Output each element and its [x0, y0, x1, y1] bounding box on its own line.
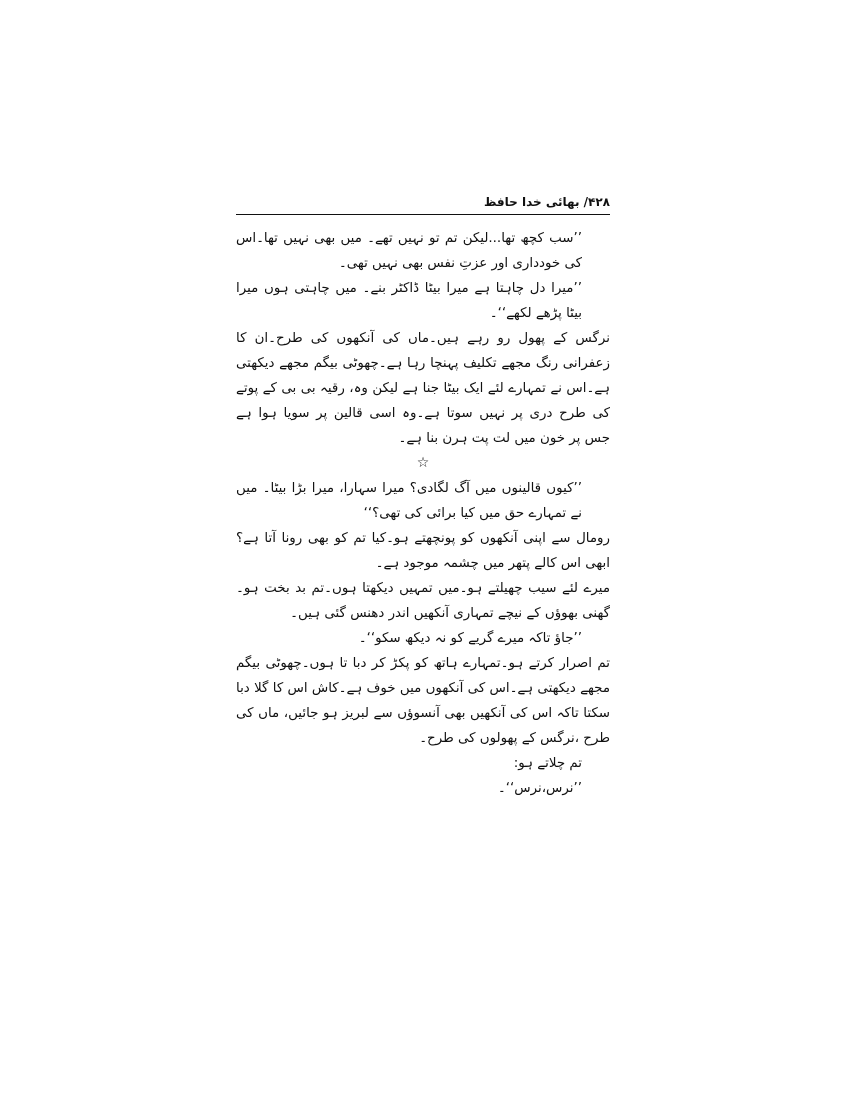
header-rule [236, 214, 610, 215]
paragraph-4: ’’کیوں قالینوں میں آگ لگادی؟ میرا سہارا، میرا بڑا بیٹا۔ میں نے تمہارے حق میں کیا برائی کی تھی؟‘‘ [236, 481, 582, 521]
page-body [236, 226, 610, 801]
paragraph-2: ’’میرا دل چاہتا ہے میرا بیٹا ڈاکٹر بنے۔ میں چاہتی ہوں میرا بیٹا پڑھے لکھے‘‘۔ [236, 281, 582, 321]
page-header: ۴۲۸/ بھائی خدا حافظ [483, 195, 610, 209]
section-separator: ☆ [416, 455, 430, 471]
paragraph-10: ’’نرس،نرس‘‘۔ [497, 781, 582, 796]
paragraph-9: تم چلاتے ہو: [513, 756, 582, 771]
paragraph-1: ’’سب کچھ تھا...لیکن تم تو نہیں تھے۔ میں بھی نہیں تھا۔اس کی خودداری اور عزتِ نفس بھی نہیں تھی۔ [236, 231, 582, 271]
paragraph-5: رومال سے اپنی آنکھوں کو پونچھتے ہو۔کیا تم کو بھی رونا آتا ہے؟ ابھی اس کالے پتھر میں چشمہ موجود ہے۔ [236, 531, 610, 571]
paragraph-7: ’’جاؤ تاکہ میرے گریے کو نہ دیکھ سکو‘‘۔ [358, 631, 582, 646]
paragraph-3: نرگس کے پھول رو رہے ہیں۔ماں کی آنکھوں کی طرح۔ان کا زعفرانی رنگ مجھے تکلیف پہنچا رہا ہے۔چھوٹی بیگم مجھے دیکھتی ہے۔اس نے تمہارے لئے ایک بیٹا جنا ہے لیکن وہ، رقیہ بی بی کے پوتے کی طرح دری پر نہیں سوتا ہے۔وہ اسی قالین پر سویا ہوا ہے جس پر خون میں لت پت ہرن بنا ہے۔ [236, 331, 610, 446]
paragraph-6: میرے لئے سیب چھیلتے ہو۔میں تمہیں دیکھتا ہوں۔تم بد بخت ہو۔گھنی بھوؤں کے نیچے تمہاری آنکھیں اندر دھنس گئی ہیں۔ [236, 581, 610, 621]
paragraph-8: تم اصرار کرتے ہو۔تمہارے ہاتھ کو پکڑ کر دبا تا ہوں۔چھوٹی بیگم مجھے دیکھتی ہے۔اس کی آنکھوں میں خوف ہے۔کاش اس کا گلا دبا سکتا تاکہ اس کی آنکھیں بھی آنسوؤں سے لبریز ہو جائیں، ماں کی طرح ،نرگس کے پھولوں کی طرح۔ [236, 656, 610, 746]
